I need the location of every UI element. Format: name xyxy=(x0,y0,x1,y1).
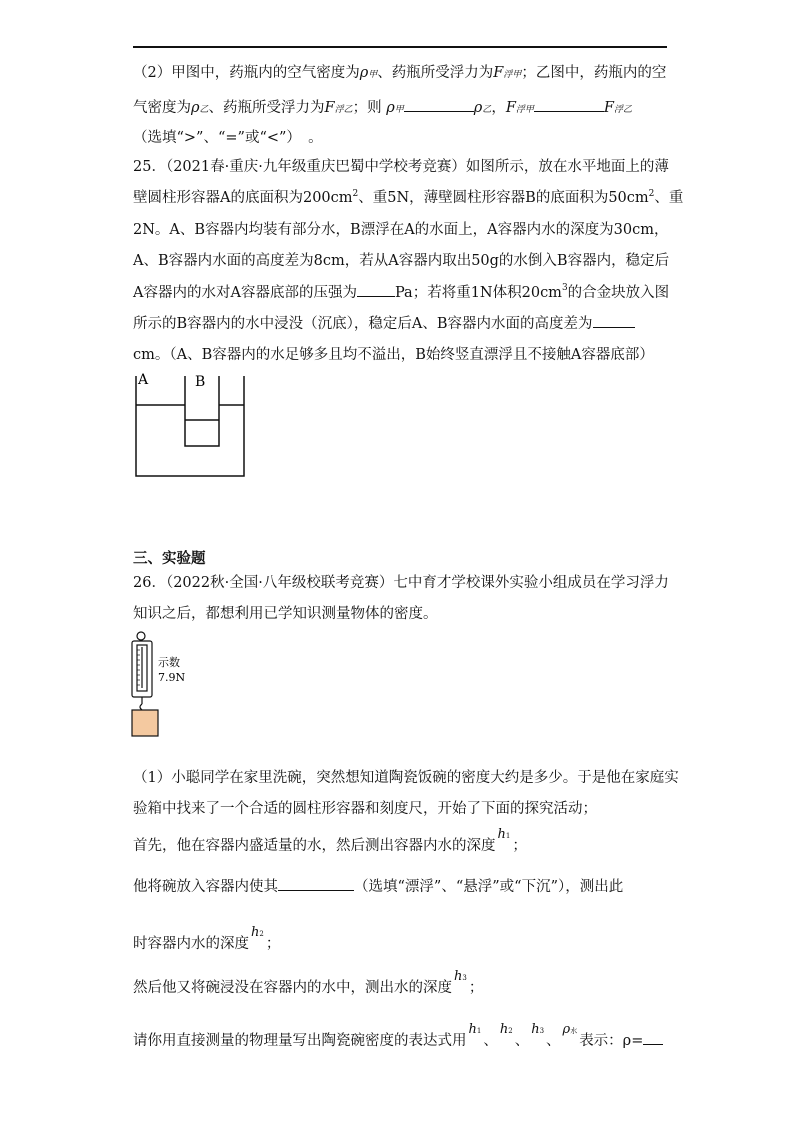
section-title: 三、实验题 xyxy=(133,550,206,567)
q25-line5: A容器内的水对A容器底部的压强为 Pa；若将重1N体积$20cm^3$的合金块放入图 xyxy=(133,283,670,301)
container-diagram xyxy=(128,368,258,480)
answer-blank-1[interactable] xyxy=(404,97,474,112)
symbol-h2b: h2 xyxy=(499,1022,513,1037)
scale-ring xyxy=(137,632,145,640)
q26-line1: 26．（2022秋·全国·八年级校联考竞赛）七中育才学校课外实验小组成员在学习浮力 xyxy=(133,575,669,591)
label-a: A xyxy=(138,372,149,388)
q24-part2-line3: （选填“>”、“=”或“<”） 。 xyxy=(133,130,323,146)
symbol-h3: h3 xyxy=(454,969,467,984)
q26-p1-line5: 时容器内水的深度h2； xyxy=(133,925,281,952)
answer-blank-density[interactable] xyxy=(643,1030,663,1045)
q26-p1-line1: （1）小聪同学在家里洗碗，突然想知道陶瓷饭碗的密度大约是多少。于是他在家庭实 xyxy=(133,770,679,786)
q25-line4: A、B容器内水面的高度差为8cm，若从A容器内取出50g的水倒入B容器内，稳定后 xyxy=(133,253,670,269)
container-a xyxy=(136,376,244,476)
header-rule xyxy=(133,46,667,48)
hanging-block xyxy=(132,710,158,736)
answer-blank-2[interactable] xyxy=(534,97,604,112)
q25-line2: 壁圆柱形容器A的底面积为$200cm^2$、重5N，薄壁圆柱形容器B的底面积为$50cm^2$、重 xyxy=(133,189,684,206)
q25-line6: 所示的B容器内的水中浸没（沉底），稳定后A、B容器内水面的高度差为 xyxy=(133,313,635,334)
symbol-h1b: h1 xyxy=(468,1022,482,1037)
q24-part2-line2: 气密度为ρ乙、药瓶所受浮力为F浮乙；则 ρ甲 ρ乙，F浮甲 F浮乙 xyxy=(133,97,632,120)
symbol-h3b: h3 xyxy=(531,1022,545,1037)
q25-line7: cm。（A、B容器内的水足够多且均不溢出，B始终竖直漂浮且不接触A容器底部） xyxy=(133,347,654,363)
symbol-h2: h2 xyxy=(251,925,264,940)
q26-line2: 知识之后，都想利用已学知识测量物体的密度。 xyxy=(133,606,438,622)
q26-p1-line7: 请你用直接测量的物理量写出陶瓷碗密度的表达式用h1、h2、h3、ρ水表示：ρ= xyxy=(133,1030,663,1053)
label-b: B xyxy=(195,374,206,390)
answer-blank-height[interactable] xyxy=(593,313,635,328)
symbol-rho-water: ρ水 xyxy=(562,1022,578,1037)
answer-blank-pressure[interactable] xyxy=(357,282,395,297)
answer-blank-state[interactable] xyxy=(278,876,354,891)
q26-p1-line6: 然后他又将碗浸没在容器内的水中，测出水的深度h3； xyxy=(133,969,484,996)
q25-line3: 2N。A、B容器内均装有部分水，B漂浮在A的水面上，A容器内水的深度为30cm， xyxy=(133,222,669,238)
q26-p1-line4: 他将碗放入容器内使其 （选填“漂浮”、“悬浮”或“下沉”），测出此 xyxy=(133,876,623,897)
q26-p1-line3: 首先，他在容器内盛适量的水，然后测出容器内水的深度h1； xyxy=(133,827,527,854)
scale-hook xyxy=(140,704,142,710)
q26-p1-line2: 验箱中找来了一个合适的圆柱形容器和刻度尺，开始了下面的探究活动； xyxy=(133,801,597,817)
q25-line1: 25．（2021春·重庆·九年级重庆巴蜀中学校考竞赛）如图所示，放在水平地面上的薄 xyxy=(133,159,669,175)
symbol-h1: h1 xyxy=(497,827,511,842)
q24-part2-line1: （2）甲图中，药瓶内的空气密度为ρ甲、药瓶所受浮力为F浮甲；乙图中，药瓶内的空 xyxy=(133,65,667,81)
scale-value: 7.9N xyxy=(158,671,186,684)
spring-scale-diagram xyxy=(128,630,198,738)
scale-label: 示数 xyxy=(158,656,180,669)
